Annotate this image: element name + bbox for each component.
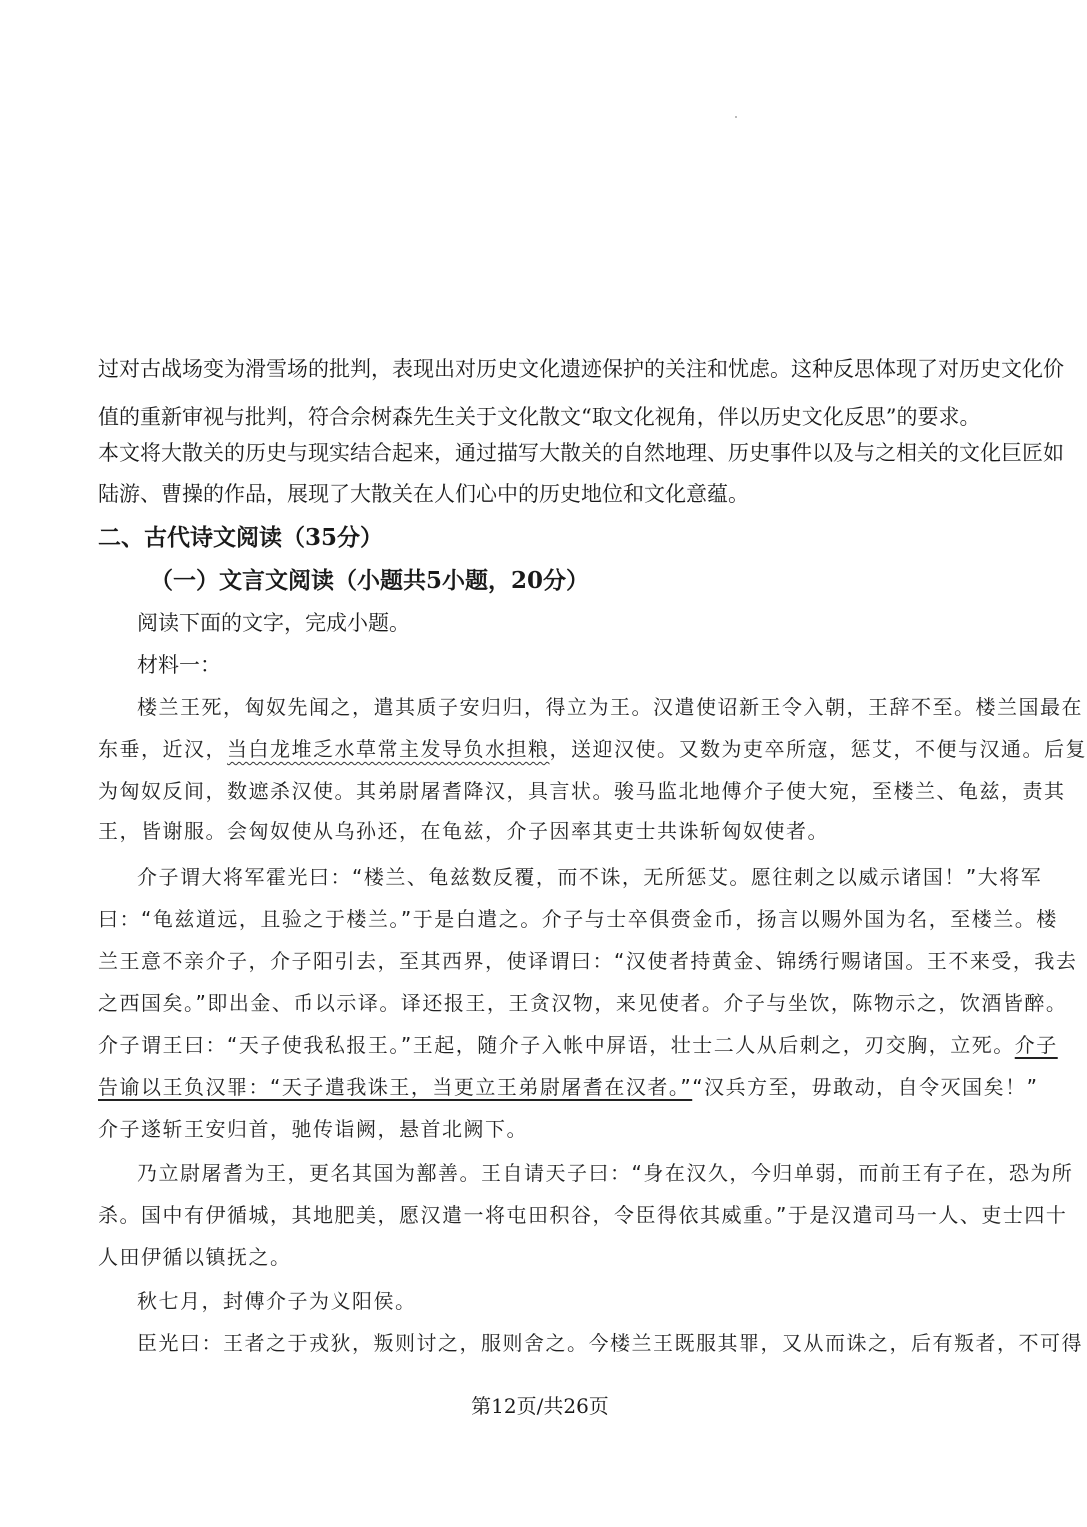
- passage-line: 为匈奴反间，数遮杀汉使。其弟尉屠耆降汉，具言状。骏马监北地傅介子使大宛，至楼兰、龟兹，责其: [98, 779, 1066, 803]
- passage-line: 楼兰王死，匈奴先闻之，遣其质子安归归，得立为王。汉遣使诏新王令入朝，王辞不至。楼兰国最在: [137, 695, 1083, 719]
- passage-line: 介子遂斩王安归首，驰传诣阙，悬首北阙下。: [98, 1117, 528, 1141]
- passage-line: [98, 734, 1087, 764]
- passage-text: 东垂，近汉，: [98, 737, 227, 761]
- analysis-line: 本文将大散关的历史与现实结合起来，通过描写大散关的自然地理、历史事件以及与之相关的文化巨匠如: [98, 441, 1064, 465]
- passage-line: 王，皆谢服。会匈奴使从乌孙还，在龟兹，介子因率其吏士共诛斩匈奴使者。: [98, 819, 829, 843]
- scan-speck: [735, 116, 737, 118]
- passage-line: 臣光曰：王者之于戎狄，叛则讨之，服则舍之。今楼兰王既服其罪，又从而诛之，后有叛者，不可得: [137, 1331, 1083, 1355]
- passage-line: 秋七月，封傅介子为义阳侯。: [137, 1289, 417, 1313]
- passage-line: 杀。国中有伊循城，其地肥美，愿汉遣一将屯田积谷，令臣得依其威重。”于是汉遣司马一人、吏士四十: [98, 1203, 1068, 1227]
- passage-line: 人田伊循以镇抚之。: [98, 1245, 292, 1269]
- passage-line: 兰王意不亲介子，介子阳引去，至其西界，使译谓曰：“汉使者持黄金、锦绣行赐诸国。王不来受，我去: [98, 949, 1078, 973]
- passage-text: ，送迎汉使。又数为吏卒所寇，惩艾，不便与汉通。后复: [549, 737, 1087, 761]
- passage-line: [98, 1072, 1039, 1102]
- material-label: 材料一：: [137, 653, 221, 677]
- passage-line: 之西国矣。”即出金、币以示译。译还报王，王贪汉物，来见使者。介子与坐饮，陈物示之，饮酒皆醉。: [98, 991, 1068, 1015]
- passage-line: 介子谓大将军霍光曰：“楼兰、龟兹数反覆，而不诛，无所惩艾。愿往刺之以威示诸国！”大将军: [137, 865, 1043, 889]
- passage-line: 乃立尉屠耆为王，更名其国为鄯善。王自请天子曰：“身在汉久，今归单弱，而前王有子在，恐为所: [137, 1161, 1074, 1185]
- wavy-underlined-text: 当白龙堆乏水草常主发导负水担粮: [227, 737, 550, 761]
- sub-heading: （一）文言文阅读（小题共5小题，20分）: [150, 567, 590, 594]
- instruction-text: 阅读下面的文字，完成小题。: [137, 611, 410, 635]
- passage-line: 曰：“龟兹道远，且验之于楼兰。”于是白遣之。介子与士卒俱赍金币，扬言以赐外国为名，至楼兰。楼: [98, 907, 1058, 931]
- underlined-text: 介子: [1014, 1033, 1058, 1057]
- page-footer: 第12页/共26页: [471, 1394, 609, 1418]
- passage-text: “汉兵方至，毋敢动，自令灭国矣！”: [692, 1075, 1039, 1099]
- analysis-line: 值的重新审视与批判，符合佘树森先生关于文化散文“取文化视角，伴以历史文化反思”的要求。: [98, 405, 981, 429]
- underlined-text: 告谕以王负汉罪：“天子遣我诛王，当更立王弟尉屠耆在汉者。”: [98, 1075, 693, 1099]
- passage-line: [98, 1030, 1058, 1060]
- analysis-line: 过对古战场变为滑雪场的批判，表现出对历史文化遗迹保护的关注和忧虑。这种反思体现了对历史文化价: [98, 357, 1064, 381]
- section-heading: 二、古代诗文阅读（35分）: [98, 524, 384, 551]
- passage-text: 介子谓王曰：“天子使我私报王。”王起，随介子入帐中屏语，壮士二人从后刺之，刃交胸，立死。: [98, 1033, 1015, 1057]
- analysis-line: 陆游、曹操的作品，展现了大散关在人们心中的历史地位和文化意蕴。: [98, 482, 749, 506]
